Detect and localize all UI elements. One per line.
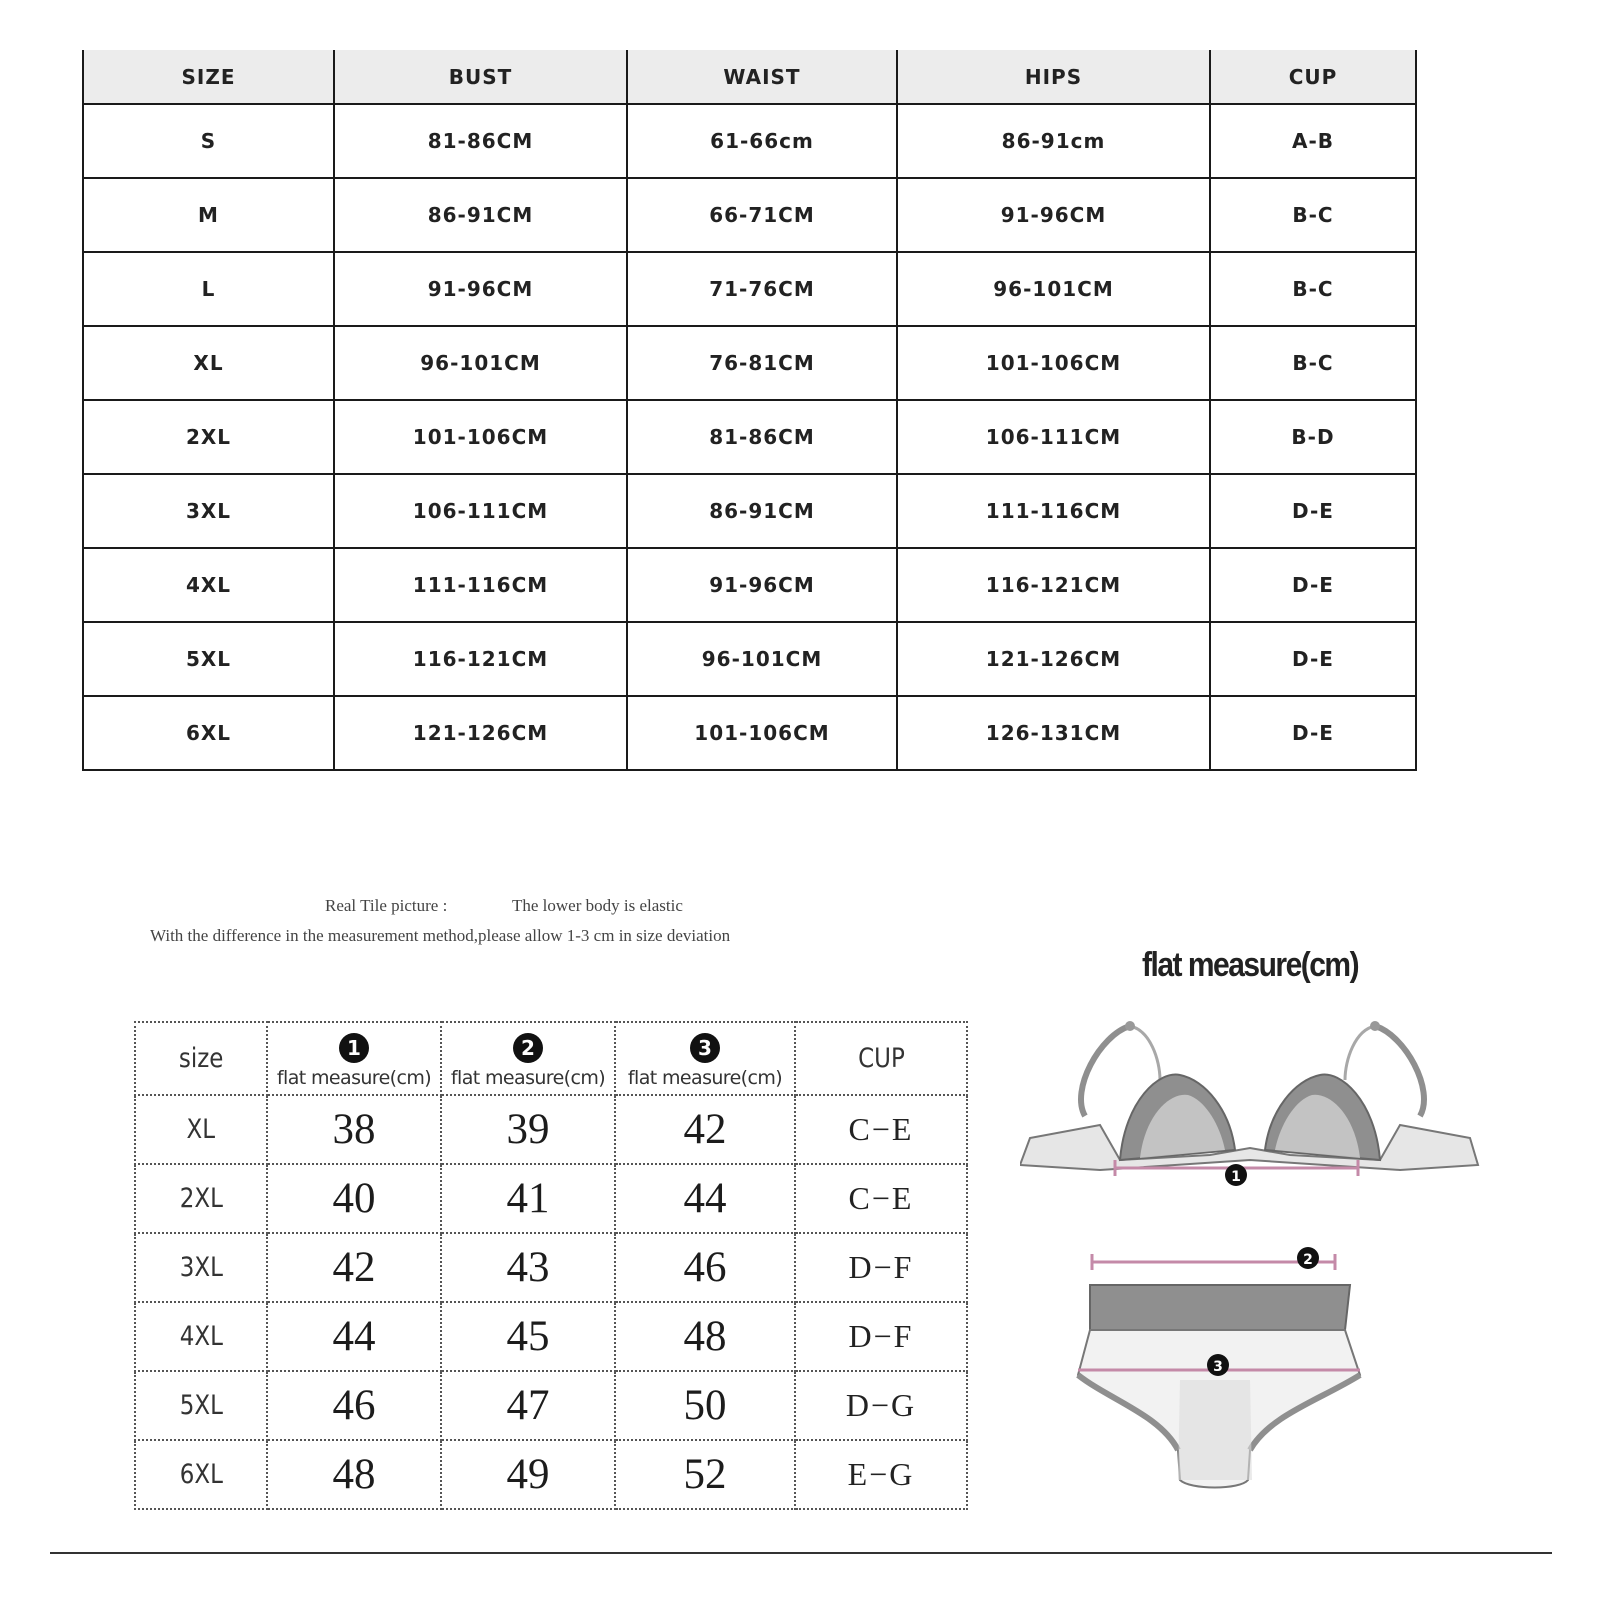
- flat-cell-cup: D−F: [795, 1302, 967, 1371]
- cell-bust: 116-121CM: [334, 622, 627, 696]
- flat-cell-m2: 47: [441, 1371, 615, 1440]
- flat-cell-cup: C−E: [795, 1164, 967, 1233]
- briefs-illustration: [1078, 1247, 1360, 1488]
- flat-cell-m1: 38: [267, 1095, 441, 1164]
- cell-cup: A-B: [1210, 104, 1416, 178]
- table-row: [135, 1233, 967, 1302]
- cell-hips: 116-121CM: [897, 548, 1210, 622]
- table-row: [83, 474, 1416, 548]
- flat-header-measure-2: 2 flat measure(cm): [441, 1022, 615, 1095]
- cell-waist: 86-91CM: [627, 474, 897, 548]
- flat-cell-size: XL: [135, 1095, 267, 1164]
- cell-waist: 71-76CM: [627, 252, 897, 326]
- deviation-note: With the difference in the measurement method,please allow 1-3 cm in size deviation: [150, 926, 731, 945]
- cell-hips: 106-111CM: [897, 400, 1210, 474]
- table-row: [135, 1302, 967, 1371]
- header-bust: BUST: [334, 50, 627, 104]
- cell-waist: 91-96CM: [627, 548, 897, 622]
- size-chart-header-row: [83, 50, 1416, 104]
- real-tile-note: Real Tile picture :: [325, 896, 448, 915]
- flat-header-measure-3: 3 flat measure(cm): [615, 1022, 795, 1095]
- bra-illustration: [1020, 1021, 1478, 1186]
- bottom-divider: [50, 1552, 1552, 1554]
- flat-header-row: [135, 1022, 967, 1095]
- flat-cell-m3: 48: [615, 1302, 795, 1371]
- cell-cup: B-C: [1210, 326, 1416, 400]
- flat-cell-size: 3XL: [135, 1233, 267, 1302]
- flat-measure-title: flat measure(cm): [1142, 946, 1359, 984]
- flat-cell-size: 4XL: [135, 1302, 267, 1371]
- cell-size: 5XL: [83, 622, 334, 696]
- flat-cell-m1: 48: [267, 1440, 441, 1509]
- cell-hips: 96-101CM: [897, 252, 1210, 326]
- flat-cell-m2: 43: [441, 1233, 615, 1302]
- header-size: SIZE: [83, 50, 334, 104]
- cell-size: L: [83, 252, 334, 326]
- cell-cup: B-D: [1210, 400, 1416, 474]
- header-cup: CUP: [1210, 50, 1416, 104]
- table-row: [83, 622, 1416, 696]
- flat-cell-m1: 42: [267, 1233, 441, 1302]
- cell-cup: D-E: [1210, 474, 1416, 548]
- flat-cell-size: 5XL: [135, 1371, 267, 1440]
- flat-cell-m3: 52: [615, 1440, 795, 1509]
- cell-cup: D-E: [1210, 548, 1416, 622]
- table-row: [83, 178, 1416, 252]
- flat-cell-m1: 44: [267, 1302, 441, 1371]
- cell-hips: 111-116CM: [897, 474, 1210, 548]
- garment-measure-illustration: [1020, 1020, 1520, 1510]
- flat-cell-cup: C−E: [795, 1095, 967, 1164]
- flat-cell-cup: E−G: [795, 1440, 967, 1509]
- number-2-icon: 2: [513, 1033, 543, 1063]
- flat-cell-m2: 45: [441, 1302, 615, 1371]
- cell-bust: 101-106CM: [334, 400, 627, 474]
- cell-bust: 86-91CM: [334, 178, 627, 252]
- flat-cell-cup: D−F: [795, 1233, 967, 1302]
- elastic-note: The lower body is elastic: [512, 896, 683, 915]
- flat-cell-size: 2XL: [135, 1164, 267, 1233]
- flat-header-cup: CUP: [795, 1022, 967, 1095]
- cell-hips: 121-126CM: [897, 622, 1210, 696]
- cell-bust: 81-86CM: [334, 104, 627, 178]
- cell-waist: 81-86CM: [627, 400, 897, 474]
- header-hips: HIPS: [897, 50, 1210, 104]
- table-row: [83, 400, 1416, 474]
- cell-size: 2XL: [83, 400, 334, 474]
- number-3-icon: 3: [690, 1033, 720, 1063]
- header-waist: WAIST: [627, 50, 897, 104]
- cell-hips: 101-106CM: [897, 326, 1210, 400]
- cell-bust: 121-126CM: [334, 696, 627, 770]
- marker-1-label: 1: [1231, 1169, 1241, 1185]
- cell-bust: 106-111CM: [334, 474, 627, 548]
- cell-waist: 96-101CM: [627, 622, 897, 696]
- cell-hips: 86-91cm: [897, 104, 1210, 178]
- cell-hips: 126-131CM: [897, 696, 1210, 770]
- cell-cup: B-C: [1210, 178, 1416, 252]
- cell-size: 6XL: [83, 696, 334, 770]
- cell-cup: B-C: [1210, 252, 1416, 326]
- marker-3-label: 3: [1213, 1359, 1223, 1375]
- flat-cell-m3: 44: [615, 1164, 795, 1233]
- cell-size: XL: [83, 326, 334, 400]
- table-row: [135, 1095, 967, 1164]
- table-row: [83, 104, 1416, 178]
- cell-cup: D-E: [1210, 696, 1416, 770]
- table-row: [135, 1164, 967, 1233]
- flat-cell-m1: 40: [267, 1164, 441, 1233]
- cell-bust: 96-101CM: [334, 326, 627, 400]
- marker-2-label: 2: [1303, 1252, 1313, 1268]
- cell-bust: 91-96CM: [334, 252, 627, 326]
- cell-size: S: [83, 104, 334, 178]
- table-row: [135, 1440, 967, 1509]
- table-row: [135, 1371, 967, 1440]
- cell-size: 4XL: [83, 548, 334, 622]
- table-row: [83, 548, 1416, 622]
- flat-cell-size: 6XL: [135, 1440, 267, 1509]
- flat-cell-m2: 39: [441, 1095, 615, 1164]
- size-chart-table: [82, 50, 1417, 771]
- cell-waist: 66-71CM: [627, 178, 897, 252]
- flat-cell-cup: D−G: [795, 1371, 967, 1440]
- flat-cell-m3: 46: [615, 1233, 795, 1302]
- cell-size: 3XL: [83, 474, 334, 548]
- table-row: [83, 252, 1416, 326]
- cell-cup: D-E: [1210, 622, 1416, 696]
- cell-waist: 76-81CM: [627, 326, 897, 400]
- flat-cell-m3: 42: [615, 1095, 795, 1164]
- flat-cell-m2: 49: [441, 1440, 615, 1509]
- flat-cell-m3: 50: [615, 1371, 795, 1440]
- flat-header-size: size: [135, 1022, 267, 1095]
- cell-hips: 91-96CM: [897, 178, 1210, 252]
- number-1-icon: 1: [339, 1033, 369, 1063]
- cell-waist: 61-66cm: [627, 104, 897, 178]
- cell-waist: 101-106CM: [627, 696, 897, 770]
- cell-bust: 111-116CM: [334, 548, 627, 622]
- table-row: [83, 696, 1416, 770]
- cell-size: M: [83, 178, 334, 252]
- flat-measure-table: [134, 1021, 968, 1510]
- flat-header-measure-1: 1 flat measure(cm): [267, 1022, 441, 1095]
- table-row: [83, 326, 1416, 400]
- flat-cell-m1: 46: [267, 1371, 441, 1440]
- flat-cell-m2: 41: [441, 1164, 615, 1233]
